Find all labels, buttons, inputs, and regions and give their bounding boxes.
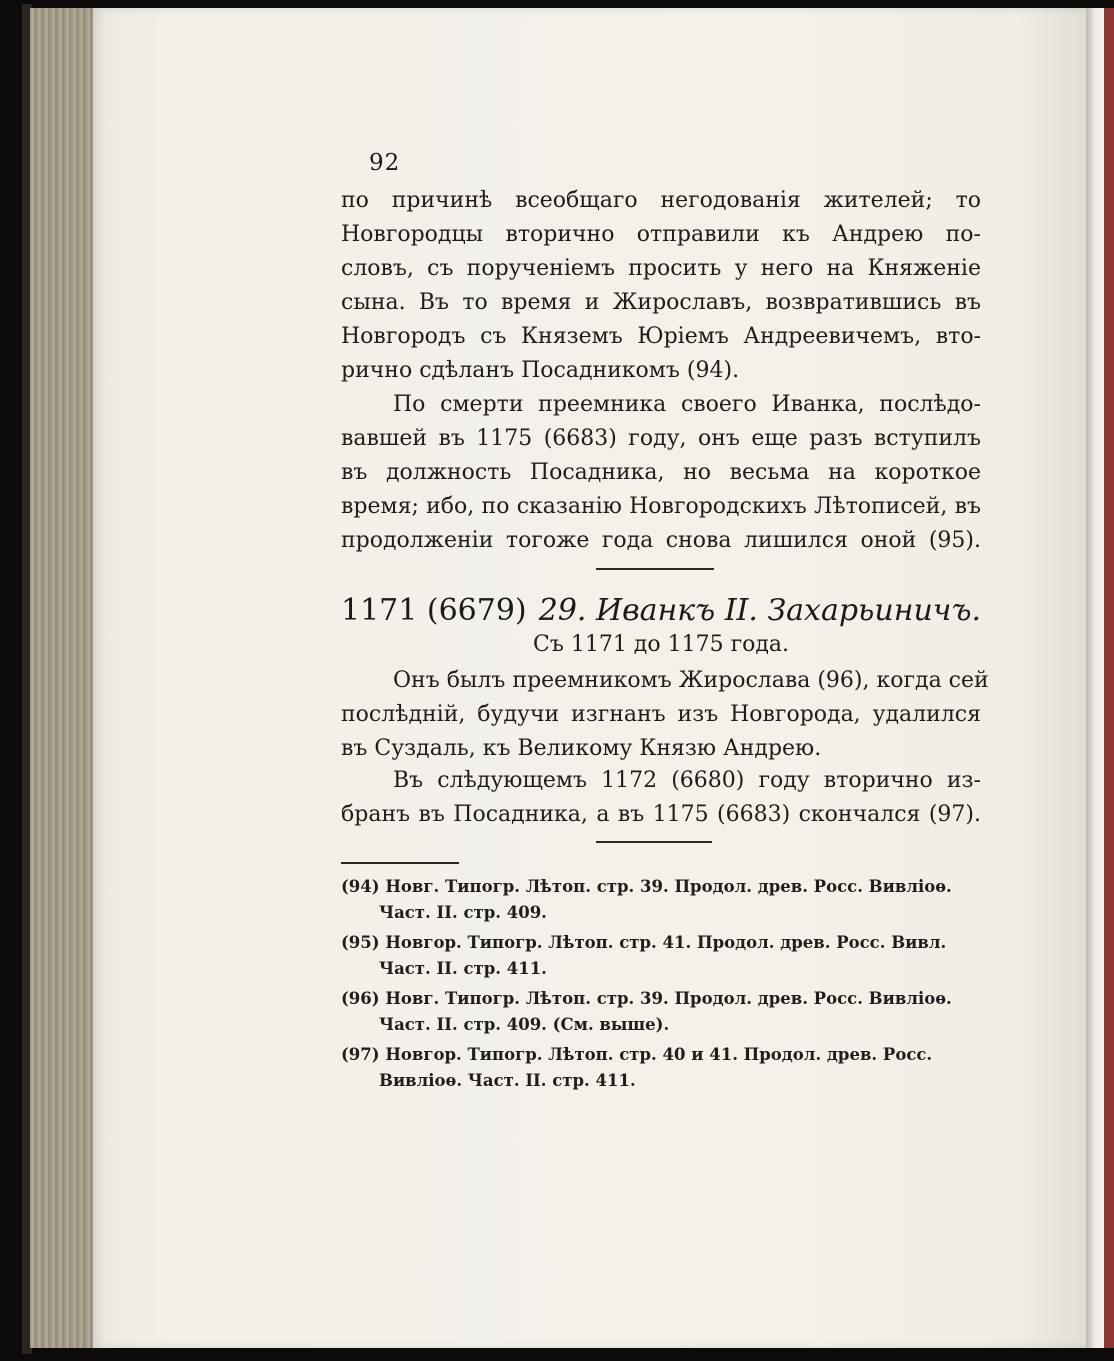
text-line: По смерти преемника своего Иванка, послѣдо- (393, 392, 981, 417)
text-line: Новгородъ съ Княземъ Юріемъ Андреевичемъ, вто- (341, 324, 981, 349)
footnotes (341, 874, 981, 1094)
text-line: Новгородцы вторично отправили къ Андрею по- (341, 222, 981, 247)
section-divider (596, 568, 714, 570)
text-line: рично сдѣланъ Посадникомъ (94). (341, 358, 740, 383)
text-line: въ Суздаль, къ Великому Князю Андрею. (341, 736, 822, 761)
paragraph-4 (341, 764, 981, 832)
text-line: сына. Въ то время и Жирославъ, возвратившись въ (341, 290, 981, 315)
text-line: послѣдній, будучи изгнанъ изъ Новгорода, удалился (341, 702, 981, 727)
footnote-95-cont: Част. II. стр. 411. (379, 959, 547, 978)
text-line: Въ слѣдующемъ 1172 (6680) году вторично из- (393, 768, 981, 793)
footnote-96-cont: Част. II. стр. 409. (См. выше). (379, 1015, 670, 1034)
footnote-94-cont: Част. II. стр. 409. (379, 903, 547, 922)
text-line: словъ, съ порученіемъ просить у него на Княженіе (341, 256, 981, 281)
footnote-94: (94) Новг. Типогр. Лѣтоп. стр. 39. Продол. древ. Росс. Вивліоѳ. (341, 877, 952, 896)
text-line: въ должность Посадника, но весьма на короткое (341, 460, 981, 485)
text-line: продолженіи тогоже года снова лишился оной (95). (341, 528, 981, 553)
page-block-edge (30, 8, 98, 1348)
heading-title: 29. Иванкъ II. Захарьиничъ. (538, 592, 981, 628)
text-line: по причинѣ всеобщаго негодованія жителей; то (341, 188, 981, 213)
footnote-95: (95) Новгор. Типогр. Лѣтоп. стр. 41. Продол. древ. Росс. Вивл. (341, 933, 947, 952)
text-line: время; ибо, по сказанію Новгородскихъ Лѣтописей, въ (341, 494, 981, 519)
text-line: Онъ былъ преемникомъ Жирослава (96), когда сей (393, 668, 989, 693)
footnote-rule (341, 862, 459, 864)
page-number: 92 (369, 150, 401, 176)
footnote-97: (97) Новгор. Типогр. Лѣтоп. стр. 40 и 41. Продол. древ. Росс. (341, 1045, 933, 1064)
binding-edge (1104, 8, 1114, 1348)
heading-year: 1171 (6679) (341, 592, 527, 628)
footnote-96: (96) Новг. Типогр. Лѣтоп. стр. 39. Продол. древ. Росс. Вивліоѳ. (341, 989, 952, 1008)
text-line: вавшей въ 1175 (6683) году, онъ еще разъ вступилъ (341, 426, 981, 451)
text-line: бранъ въ Посадника, а въ 1175 (6683) скончался (97). (341, 802, 981, 827)
text-end-divider (596, 841, 712, 843)
section-heading (341, 588, 981, 632)
paragraph-2 (341, 388, 981, 558)
paragraph-3 (341, 664, 989, 766)
footnote-97-cont: Вивліоѳ. Част. II. стр. 411. (379, 1071, 636, 1090)
paragraph-1 (341, 184, 981, 388)
section-subheading: Съ 1171 до 1175 года. (533, 632, 789, 657)
